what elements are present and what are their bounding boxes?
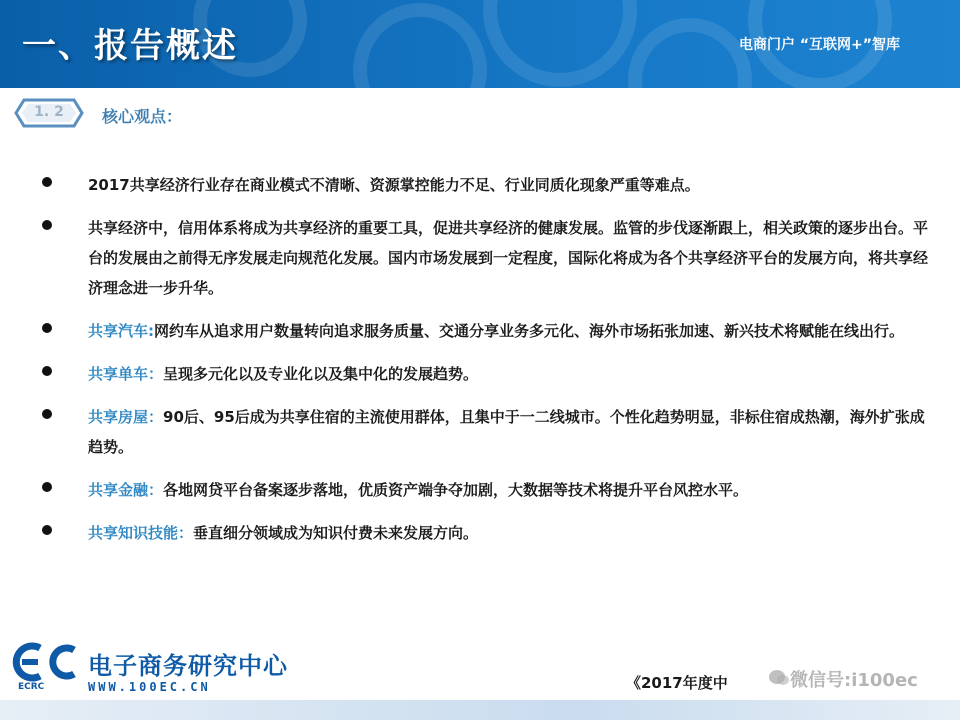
point-label: 共享知识技能： [88,524,194,542]
point-text: 网约车从追求用户数量转向追求服务质量、交通分享业务多元化、海外市场拓张加速、新兴技术将赋能在线出行。 [154,322,905,340]
list-item [38,170,928,200]
bullet-icon [42,323,52,333]
bullet-icon [42,177,52,187]
report-title: 《2017年度中 [626,674,728,692]
logo-mark-text: ECRC [18,682,45,692]
point-label: 共享金融： [88,481,164,499]
bullet-icon [42,220,52,230]
bullet-icon [42,482,52,492]
point-text: 呈现多元化以及专业化以及集中化的发展趋势。 [163,365,479,383]
point-text: 各地网贷平台备案逐步落地，优质资产端争夺加剧，大数据等技术将提升平台风控水平。 [163,481,749,499]
point-text: 90后、95后成为共享住宿的主流使用群体，且集中于一二线城市。个性化趋势明显，非标住宿成热潮，海外扩张成趋势。 [88,408,925,456]
wechat-icon [768,668,790,688]
ecrc-logo [10,642,288,694]
bullet-icon [42,366,52,376]
ecrc-logo-mark-icon [10,642,82,682]
header-bar [0,0,960,88]
list-item [38,359,928,389]
point-label: 共享房屋： [88,408,164,426]
logo-url: WWW.100EC.CN [88,680,211,694]
page-title: 一、报告概述 [22,26,238,66]
list-item [38,475,928,505]
wechat-watermark: 微信号:i100ec [790,670,918,691]
list-item [38,402,928,462]
point-text: 2017共享经济行业存在商业模式不清晰、资源掌控能力不足、行业同质化现象严重等难点。 [88,176,700,194]
list-item [38,518,928,548]
bullet-icon [42,409,52,419]
section-number: 1. 2 [34,104,64,120]
brand-tagline: 电商门户 “互联网+”智库 [738,37,900,53]
bullet-icon [42,525,52,535]
point-text: 垂直细分领域成为知识付费未来发展方向。 [193,524,479,542]
point-label: 共享汽车: [88,322,154,340]
list-item [38,213,928,303]
logo-name: 电子商务研究中心 [88,652,288,680]
point-label: 共享单车： [88,365,164,383]
point-text: 共享经济中，信用体系将成为共享经济的重要工具，促进共享经济的健康发展。监管的步伐逐渐跟上，相关政策的逐步出台。平台的发展由之前得无序发展走向规范化发展。国内市场发展到一定程度，国际化将成为各个共享经济平台的发展方向，将共享经济理念进一步升华。 [88,219,929,297]
bottom-decoration [0,700,960,720]
list-item [38,316,928,346]
section-title: 核心观点： [102,107,183,126]
key-points-list [38,170,928,561]
